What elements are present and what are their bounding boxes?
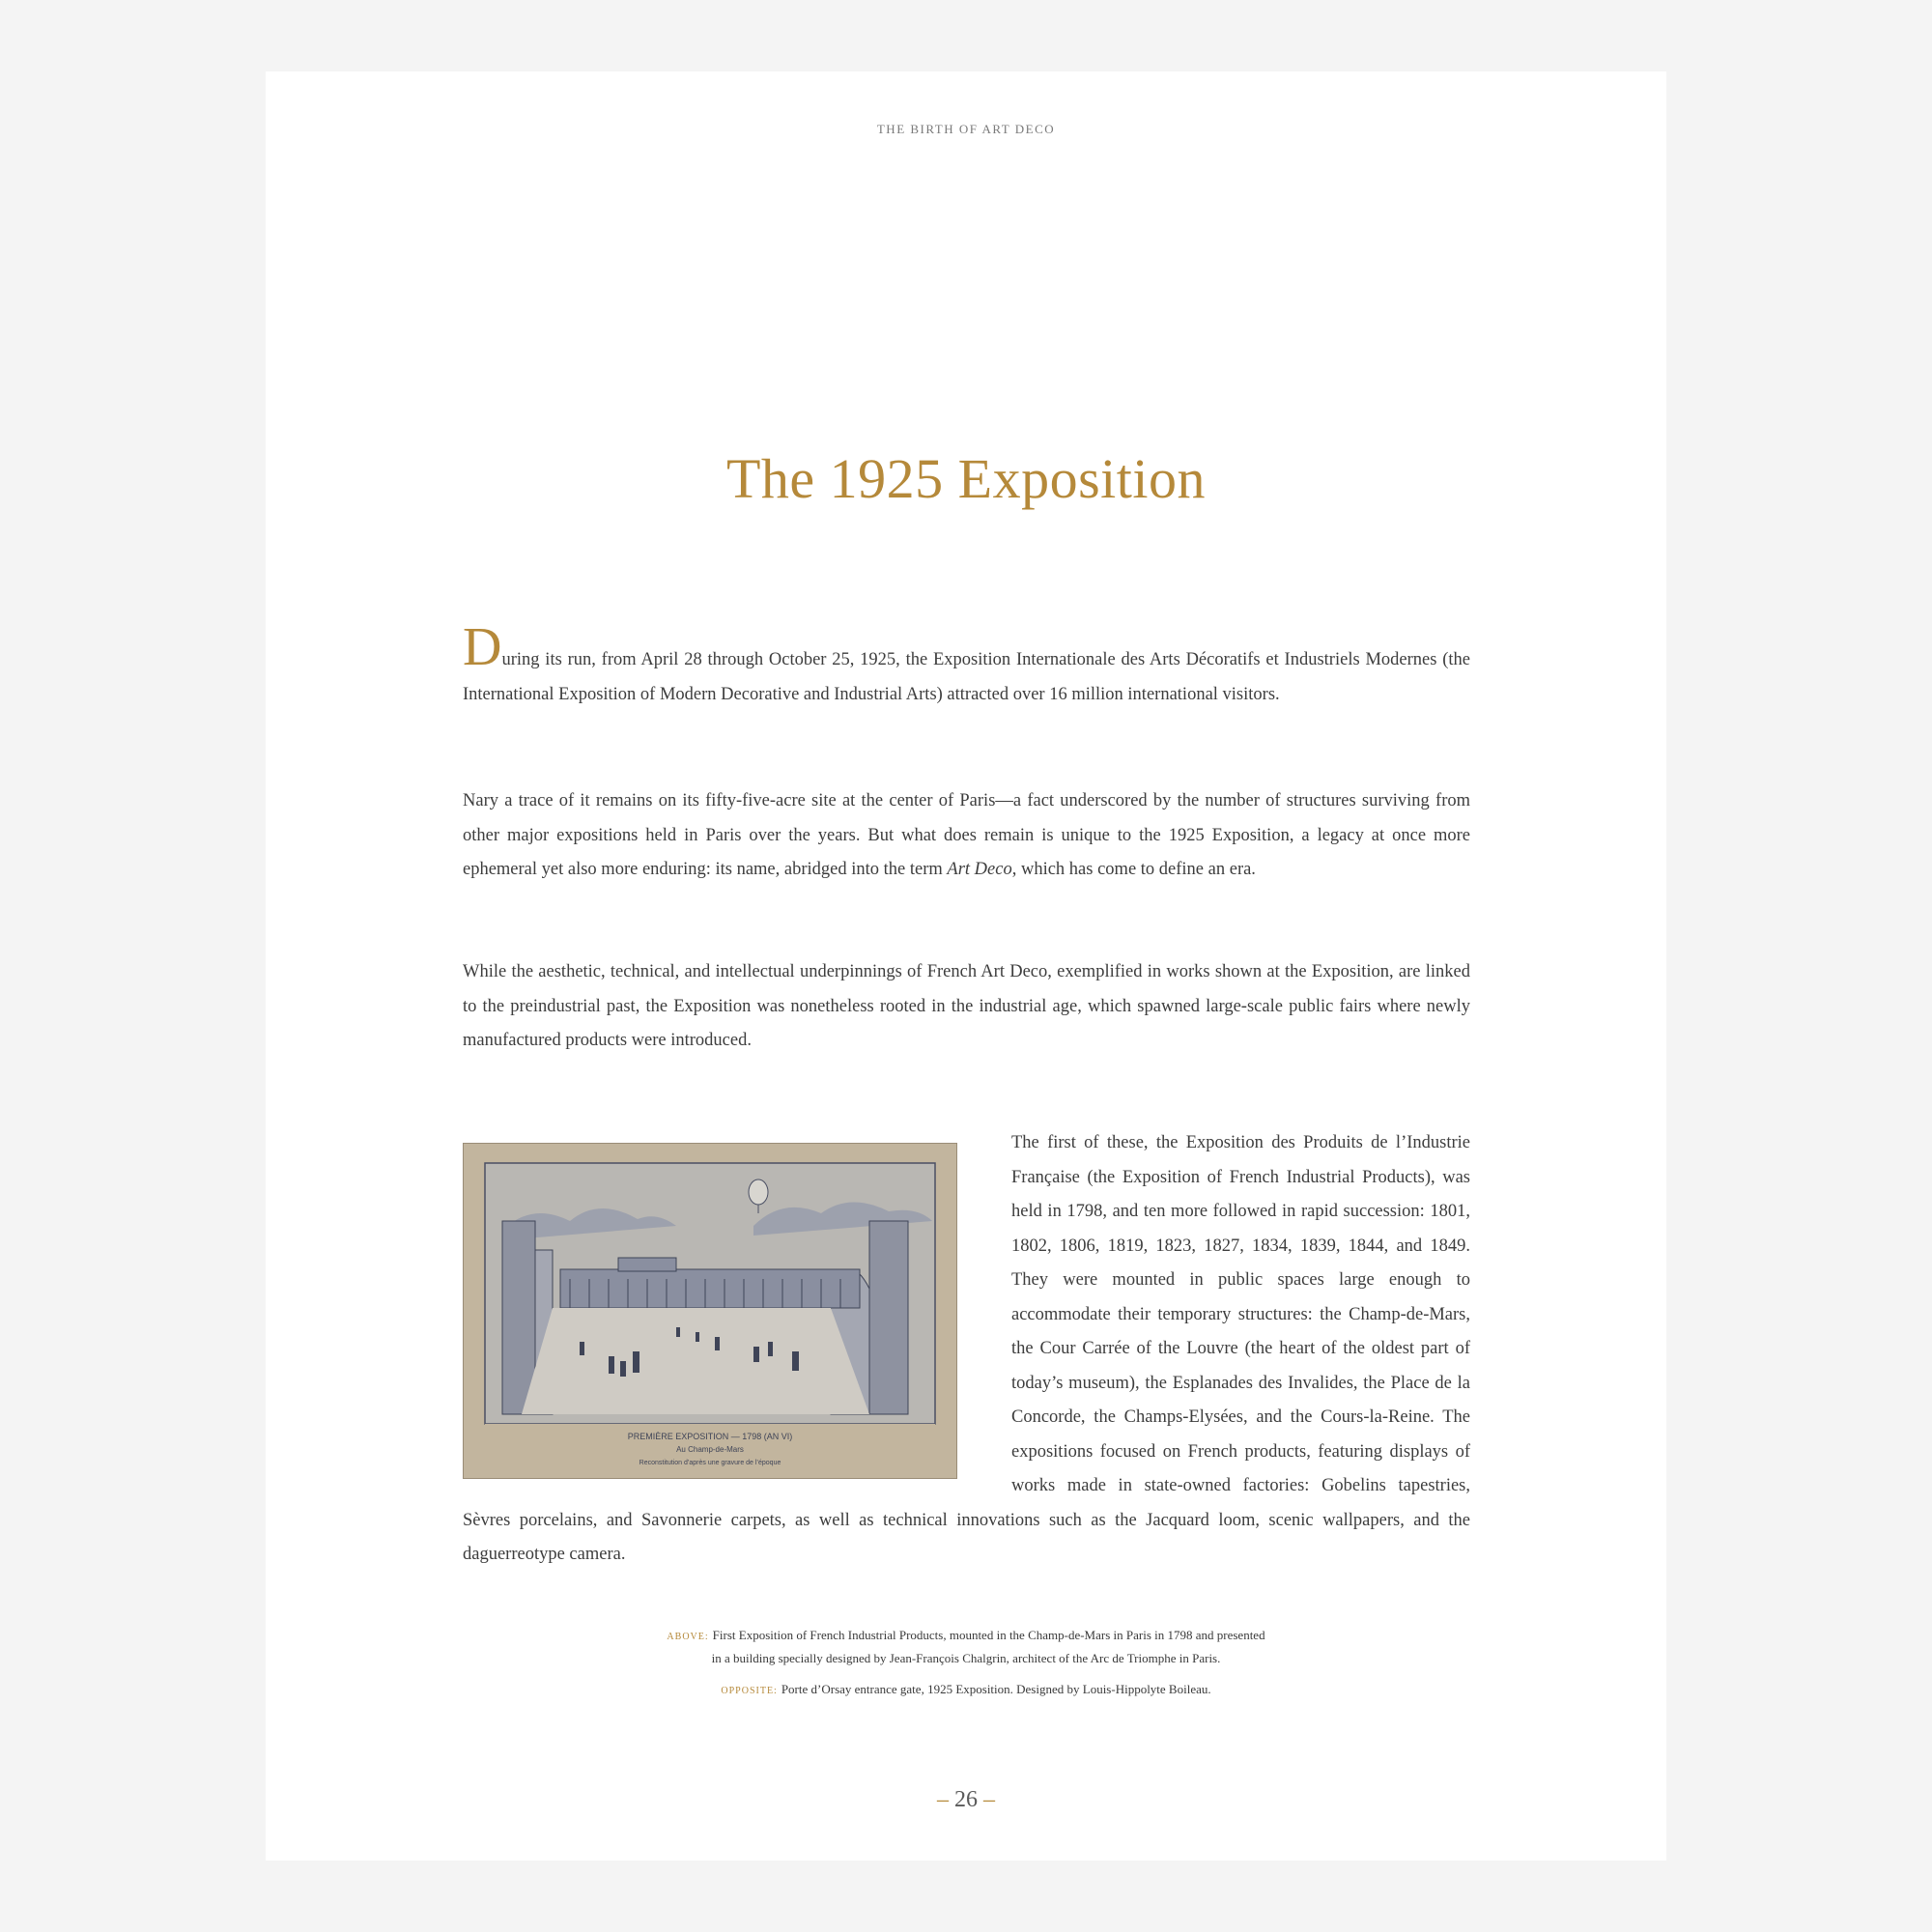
caption-opposite <box>266 1679 1666 1702</box>
art-deco-term: Art Deco <box>947 860 1012 879</box>
paragraph-1-text: uring its run, from April 28 through October 25, 1925, the Exposition Internationale des Arts Décoratifs et Industriels Modernes (the International Exposition of Modern Decorative and Industrial Arts) attracted over 16 million international visitors. <box>463 650 1470 704</box>
paragraph-3: While the aesthetic, technical, and intellectual underpinnings of French Art Deco, exemplified in works shown at the Exposition, are linked to the preindustrial past, the Exposition was nonetheless rooted in the industrial age, which spawned large-scale public fairs where newly manufactured products were introduced. <box>463 962 1470 1050</box>
caption-above-label: ABOVE: <box>667 1632 709 1642</box>
book-page <box>266 71 1666 1861</box>
engraving-caption-line-3: Reconstitution d’après une gravure de l’époque <box>639 1460 781 1466</box>
folio-number: 26 <box>954 1787 978 1812</box>
caption-opposite-text: Porte d’Orsay entrance gate, 1925 Exposition. Designed by Louis-Hippolyte Boileau. <box>781 1682 1211 1696</box>
engraving-caption-line-2: Au Champ-de-Mars <box>676 1445 744 1454</box>
caption-above-text-2: in a building specially designed by Jean-François Chalgrin, architect of the Arc de Triomphe in Paris. <box>711 1651 1221 1665</box>
engraving-caption-line-1: PREMIÈRE EXPOSITION — 1798 (AN VI) <box>627 1432 793 1441</box>
caption-above-text-1: First Exposition of French Industrial Products, mounted in the Champ-de-Mars in Paris in 1798 and presented <box>712 1628 1265 1642</box>
folio-dash-right: – <box>983 1787 995 1812</box>
historical-engraving-figure <box>463 1143 957 1481</box>
drop-cap: D <box>463 617 502 677</box>
paragraph-2-text-b: , which has come to define an era. <box>1011 860 1256 879</box>
running-head: THE BIRTH OF ART DECO <box>876 122 1056 136</box>
caption-opposite-label: OPPOSITE: <box>721 1686 778 1696</box>
page-number <box>266 1787 1666 1813</box>
paragraph-2-text-a: Nary a trace of it remains on its fifty-five-acre site at the center of Paris—a fact underscored by the number of structures surviving from other major expositions held in Paris over the years. But what does remain is unique to the 1925 Exposition, a legacy at once more ephemeral yet also more enduring: its name, abridged into the term <box>463 791 1470 879</box>
engraving-image <box>463 1143 957 1479</box>
paragraph-2 <box>463 784 1470 888</box>
chapter-title: The 1925 Exposition <box>725 447 1206 510</box>
figure-captions <box>266 1625 1666 1702</box>
engraving-illustration <box>464 1144 956 1478</box>
folio-dash-left: – <box>937 1787 949 1812</box>
caption-above-line-1 <box>266 1625 1666 1648</box>
paragraph-4 <box>463 1126 1470 1573</box>
paragraph-4-text: The first of these, the Exposition des Produits de l’Industrie Française (the Exposition of French Industrial Products), was held in 1798, and ten more followed in rapid succession: 1801, 1802, 1806, 1819, 1823, 1827, 1834, 1839, 1844, and 1849. They were mounted in public spaces large enough to accommodate their temporary structures: the Champ-de-Mars, the Cour Carrée of the Louvre (the heart of the oldest part of today’s museum), the Esplanades des Invalides, the Place de la Concorde, the Champs-Elysées, and the Cours-la-Reine. The expositions focused on French products, featuring displays of works made in state-owned factories: Gobelins tapestries, Sèvres porcelains, and Savonnerie carpets, as well as technical innovations such as the Jacquard loom, scenic wallpapers, and the daguerreotype camera. <box>463 1133 1470 1564</box>
paragraph-1 <box>463 617 1470 712</box>
